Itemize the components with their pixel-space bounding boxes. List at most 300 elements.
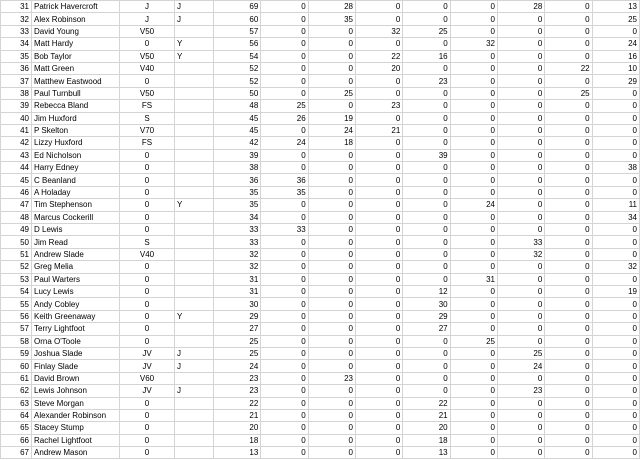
race4-cell[interactable]: 0 [403,236,450,248]
race7-cell[interactable]: 0 [545,25,592,37]
race8-cell[interactable]: 34 [592,211,639,223]
total-cell[interactable]: 54 [214,50,261,62]
position-cell[interactable]: 53 [1,273,32,285]
category-cell[interactable]: V70 [120,124,175,136]
race6-cell[interactable]: 0 [497,224,544,236]
name-cell[interactable]: Andrew Slade [32,248,120,260]
position-cell[interactable]: 36 [1,62,32,74]
race1-cell[interactable]: 0 [261,360,308,372]
race7-cell[interactable]: 0 [545,434,592,446]
race4-cell[interactable]: 22 [403,397,450,409]
position-cell[interactable]: 59 [1,347,32,359]
race8-cell[interactable]: 29 [592,75,639,87]
race5-cell[interactable]: 0 [450,1,497,13]
total-cell[interactable]: 33 [214,224,261,236]
race3-cell[interactable]: 0 [355,323,402,335]
race8-cell[interactable]: 24 [592,38,639,50]
total-cell[interactable]: 33 [214,236,261,248]
race1-cell[interactable]: 0 [261,87,308,99]
race3-cell[interactable]: 0 [355,273,402,285]
total-cell[interactable]: 52 [214,62,261,74]
race6-cell[interactable]: 0 [497,211,544,223]
total-cell[interactable]: 32 [214,248,261,260]
flag-cell[interactable]: J [175,1,214,13]
race7-cell[interactable]: 0 [545,1,592,13]
race5-cell[interactable]: 0 [450,434,497,446]
race8-cell[interactable]: 25 [592,13,639,25]
race6-cell[interactable]: 0 [497,298,544,310]
race1-cell[interactable]: 0 [261,434,308,446]
category-cell[interactable]: V50 [120,50,175,62]
position-cell[interactable]: 43 [1,149,32,161]
flag-cell[interactable]: Y [175,310,214,322]
name-cell[interactable]: Matthew Eastwood [32,75,120,87]
race6-cell[interactable]: 0 [497,285,544,297]
race8-cell[interactable]: 16 [592,50,639,62]
race7-cell[interactable]: 0 [545,261,592,273]
race2-cell[interactable]: 0 [308,25,355,37]
race4-cell[interactable]: 0 [403,186,450,198]
race7-cell[interactable]: 0 [545,372,592,384]
flag-cell[interactable]: Y [175,199,214,211]
race1-cell[interactable]: 0 [261,372,308,384]
category-cell[interactable]: 0 [120,310,175,322]
race4-cell[interactable]: 0 [403,211,450,223]
position-cell[interactable]: 58 [1,335,32,347]
race4-cell[interactable]: 0 [403,87,450,99]
race7-cell[interactable]: 0 [545,174,592,186]
flag-cell[interactable] [175,174,214,186]
position-cell[interactable]: 41 [1,124,32,136]
race7-cell[interactable]: 0 [545,310,592,322]
race8-cell[interactable]: 0 [592,87,639,99]
race3-cell[interactable]: 0 [355,298,402,310]
total-cell[interactable]: 24 [214,360,261,372]
total-cell[interactable]: 13 [214,447,261,459]
name-cell[interactable]: A Holaday [32,186,120,198]
race7-cell[interactable]: 0 [545,298,592,310]
race7-cell[interactable]: 0 [545,211,592,223]
race2-cell[interactable]: 0 [308,62,355,74]
race6-cell[interactable]: 0 [497,273,544,285]
position-cell[interactable]: 33 [1,25,32,37]
race8-cell[interactable]: 0 [592,447,639,459]
position-cell[interactable]: 64 [1,409,32,421]
flag-cell[interactable] [175,236,214,248]
position-cell[interactable]: 45 [1,174,32,186]
race7-cell[interactable]: 0 [545,347,592,359]
race5-cell[interactable]: 0 [450,100,497,112]
race2-cell[interactable]: 0 [308,273,355,285]
race4-cell[interactable]: 0 [403,199,450,211]
total-cell[interactable]: 38 [214,162,261,174]
race2-cell[interactable]: 0 [308,335,355,347]
total-cell[interactable]: 57 [214,25,261,37]
position-cell[interactable]: 42 [1,137,32,149]
position-cell[interactable]: 66 [1,434,32,446]
race5-cell[interactable]: 0 [450,422,497,434]
race5-cell[interactable]: 0 [450,112,497,124]
position-cell[interactable]: 31 [1,1,32,13]
race4-cell[interactable]: 0 [403,13,450,25]
race1-cell[interactable]: 35 [261,186,308,198]
total-cell[interactable]: 35 [214,199,261,211]
flag-cell[interactable] [175,137,214,149]
race3-cell[interactable]: 0 [355,447,402,459]
name-cell[interactable]: Steve Morgan [32,397,120,409]
race5-cell[interactable]: 0 [450,372,497,384]
race3-cell[interactable]: 0 [355,38,402,50]
race1-cell[interactable]: 0 [261,199,308,211]
race4-cell[interactable]: 0 [403,347,450,359]
race1-cell[interactable]: 0 [261,75,308,87]
race1-cell[interactable]: 26 [261,112,308,124]
total-cell[interactable]: 50 [214,87,261,99]
flag-cell[interactable] [175,124,214,136]
race2-cell[interactable]: 0 [308,261,355,273]
race8-cell[interactable]: 0 [592,422,639,434]
race5-cell[interactable]: 0 [450,13,497,25]
race2-cell[interactable]: 0 [308,236,355,248]
category-cell[interactable]: FS [120,137,175,149]
flag-cell[interactable] [175,422,214,434]
race8-cell[interactable]: 0 [592,372,639,384]
race2-cell[interactable]: 0 [308,422,355,434]
race4-cell[interactable]: 12 [403,285,450,297]
race5-cell[interactable]: 0 [450,298,497,310]
race2-cell[interactable]: 0 [308,186,355,198]
name-cell[interactable]: Jim Huxford [32,112,120,124]
flag-cell[interactable]: Y [175,50,214,62]
race7-cell[interactable]: 0 [545,149,592,161]
race4-cell[interactable]: 21 [403,409,450,421]
total-cell[interactable]: 69 [214,1,261,13]
total-cell[interactable]: 56 [214,38,261,50]
race4-cell[interactable]: 0 [403,273,450,285]
position-cell[interactable]: 50 [1,236,32,248]
name-cell[interactable]: Alexander Robinson [32,409,120,421]
race1-cell[interactable]: 0 [261,285,308,297]
category-cell[interactable]: V60 [120,372,175,384]
race8-cell[interactable]: 0 [592,335,639,347]
category-cell[interactable]: 0 [120,261,175,273]
race6-cell[interactable]: 0 [497,149,544,161]
position-cell[interactable]: 63 [1,397,32,409]
flag-cell[interactable] [175,186,214,198]
flag-cell[interactable] [175,285,214,297]
race7-cell[interactable]: 0 [545,199,592,211]
race8-cell[interactable]: 0 [592,124,639,136]
race4-cell[interactable]: 0 [403,372,450,384]
name-cell[interactable]: Joshua Slade [32,347,120,359]
position-cell[interactable]: 57 [1,323,32,335]
race5-cell[interactable]: 0 [450,323,497,335]
race4-cell[interactable]: 18 [403,434,450,446]
total-cell[interactable]: 42 [214,137,261,149]
race7-cell[interactable]: 0 [545,397,592,409]
race6-cell[interactable]: 0 [497,137,544,149]
race4-cell[interactable]: 0 [403,174,450,186]
race3-cell[interactable]: 0 [355,347,402,359]
race4-cell[interactable]: 0 [403,124,450,136]
race3-cell[interactable]: 0 [355,1,402,13]
race3-cell[interactable]: 0 [355,385,402,397]
race6-cell[interactable]: 0 [497,13,544,25]
race2-cell[interactable]: 25 [308,87,355,99]
race5-cell[interactable]: 31 [450,273,497,285]
race2-cell[interactable]: 0 [308,347,355,359]
name-cell[interactable]: Orna O'Toole [32,335,120,347]
race5-cell[interactable]: 0 [450,224,497,236]
race5-cell[interactable]: 0 [450,137,497,149]
race7-cell[interactable]: 0 [545,137,592,149]
category-cell[interactable]: 0 [120,273,175,285]
position-cell[interactable]: 46 [1,186,32,198]
race6-cell[interactable]: 0 [497,434,544,446]
race3-cell[interactable]: 0 [355,13,402,25]
position-cell[interactable]: 48 [1,211,32,223]
flag-cell[interactable]: J [175,13,214,25]
race2-cell[interactable]: 23 [308,372,355,384]
race8-cell[interactable]: 0 [592,25,639,37]
category-cell[interactable]: 0 [120,434,175,446]
race4-cell[interactable]: 30 [403,298,450,310]
race2-cell[interactable]: 28 [308,1,355,13]
race2-cell[interactable]: 24 [308,124,355,136]
race2-cell[interactable]: 0 [308,75,355,87]
race6-cell[interactable]: 0 [497,174,544,186]
race6-cell[interactable]: 0 [497,62,544,74]
race2-cell[interactable]: 0 [308,323,355,335]
position-cell[interactable]: 49 [1,224,32,236]
race3-cell[interactable]: 0 [355,112,402,124]
race1-cell[interactable]: 24 [261,137,308,149]
race5-cell[interactable]: 0 [450,149,497,161]
race2-cell[interactable]: 0 [308,224,355,236]
race2-cell[interactable]: 0 [308,50,355,62]
name-cell[interactable]: Lizzy Huxford [32,137,120,149]
flag-cell[interactable] [175,397,214,409]
total-cell[interactable]: 23 [214,385,261,397]
race1-cell[interactable]: 0 [261,298,308,310]
category-cell[interactable]: JV [120,385,175,397]
race8-cell[interactable]: 0 [592,347,639,359]
category-cell[interactable]: S [120,112,175,124]
race1-cell[interactable]: 0 [261,62,308,74]
flag-cell[interactable] [175,447,214,459]
category-cell[interactable]: 0 [120,199,175,211]
race4-cell[interactable]: 0 [403,112,450,124]
race8-cell[interactable]: 0 [592,273,639,285]
race6-cell[interactable]: 0 [497,25,544,37]
race3-cell[interactable]: 0 [355,248,402,260]
flag-cell[interactable] [175,112,214,124]
race1-cell[interactable]: 0 [261,162,308,174]
race3-cell[interactable]: 0 [355,174,402,186]
name-cell[interactable]: Marcus Cockerill [32,211,120,223]
category-cell[interactable]: 0 [120,285,175,297]
flag-cell[interactable]: Y [175,38,214,50]
name-cell[interactable]: Lucy Lewis [32,285,120,297]
race8-cell[interactable]: 0 [592,323,639,335]
race1-cell[interactable]: 0 [261,13,308,25]
race3-cell[interactable]: 0 [355,137,402,149]
race5-cell[interactable]: 0 [450,447,497,459]
name-cell[interactable]: Stacey Stump [32,422,120,434]
total-cell[interactable]: 25 [214,335,261,347]
category-cell[interactable]: 0 [120,323,175,335]
flag-cell[interactable] [175,323,214,335]
race5-cell[interactable]: 0 [450,347,497,359]
race4-cell[interactable]: 0 [403,38,450,50]
race2-cell[interactable]: 0 [308,298,355,310]
race7-cell[interactable]: 0 [545,162,592,174]
flag-cell[interactable]: J [175,385,214,397]
total-cell[interactable]: 52 [214,75,261,87]
race1-cell[interactable]: 0 [261,347,308,359]
category-cell[interactable]: V50 [120,87,175,99]
race7-cell[interactable]: 0 [545,13,592,25]
race8-cell[interactable]: 0 [592,434,639,446]
position-cell[interactable]: 35 [1,50,32,62]
category-cell[interactable]: 0 [120,162,175,174]
race7-cell[interactable]: 0 [545,360,592,372]
race6-cell[interactable]: 33 [497,236,544,248]
race2-cell[interactable]: 0 [308,162,355,174]
race1-cell[interactable]: 0 [261,50,308,62]
race5-cell[interactable]: 0 [450,50,497,62]
race3-cell[interactable]: 0 [355,186,402,198]
race3-cell[interactable]: 0 [355,261,402,273]
flag-cell[interactable] [175,372,214,384]
race4-cell[interactable]: 0 [403,335,450,347]
flag-cell[interactable] [175,162,214,174]
race8-cell[interactable]: 19 [592,285,639,297]
race5-cell[interactable]: 0 [450,25,497,37]
race3-cell[interactable]: 32 [355,25,402,37]
total-cell[interactable]: 39 [214,149,261,161]
flag-cell[interactable] [175,261,214,273]
position-cell[interactable]: 38 [1,87,32,99]
race1-cell[interactable]: 33 [261,224,308,236]
position-cell[interactable]: 61 [1,372,32,384]
race6-cell[interactable]: 0 [497,112,544,124]
race5-cell[interactable]: 0 [450,385,497,397]
position-cell[interactable]: 62 [1,385,32,397]
race4-cell[interactable]: 0 [403,248,450,260]
position-cell[interactable]: 65 [1,422,32,434]
race1-cell[interactable]: 0 [261,124,308,136]
race8-cell[interactable]: 0 [592,248,639,260]
race4-cell[interactable]: 13 [403,447,450,459]
total-cell[interactable]: 35 [214,186,261,198]
race1-cell[interactable]: 0 [261,38,308,50]
race8-cell[interactable]: 0 [592,360,639,372]
position-cell[interactable]: 55 [1,298,32,310]
race1-cell[interactable]: 0 [261,447,308,459]
race6-cell[interactable]: 0 [497,124,544,136]
race6-cell[interactable]: 0 [497,397,544,409]
name-cell[interactable]: Bob Taylor [32,50,120,62]
race5-cell[interactable]: 0 [450,236,497,248]
race3-cell[interactable]: 0 [355,75,402,87]
total-cell[interactable]: 30 [214,298,261,310]
category-cell[interactable]: 0 [120,75,175,87]
race4-cell[interactable]: 0 [403,62,450,74]
race5-cell[interactable]: 0 [450,360,497,372]
race4-cell[interactable]: 0 [403,385,450,397]
race3-cell[interactable]: 0 [355,236,402,248]
total-cell[interactable]: 45 [214,112,261,124]
race3-cell[interactable]: 22 [355,50,402,62]
flag-cell[interactable] [175,75,214,87]
flag-cell[interactable] [175,273,214,285]
name-cell[interactable]: Paul Turnbull [32,87,120,99]
position-cell[interactable]: 54 [1,285,32,297]
race6-cell[interactable]: 0 [497,199,544,211]
race3-cell[interactable]: 0 [355,199,402,211]
race8-cell[interactable]: 0 [592,385,639,397]
position-cell[interactable]: 40 [1,112,32,124]
position-cell[interactable]: 60 [1,360,32,372]
position-cell[interactable]: 51 [1,248,32,260]
race4-cell[interactable]: 23 [403,75,450,87]
race5-cell[interactable]: 0 [450,409,497,421]
race7-cell[interactable]: 0 [545,447,592,459]
race5-cell[interactable]: 0 [450,87,497,99]
position-cell[interactable]: 47 [1,199,32,211]
position-cell[interactable]: 56 [1,310,32,322]
race4-cell[interactable]: 16 [403,50,450,62]
race2-cell[interactable]: 0 [308,447,355,459]
category-cell[interactable]: V40 [120,62,175,74]
race2-cell[interactable]: 0 [308,409,355,421]
total-cell[interactable]: 29 [214,310,261,322]
category-cell[interactable]: 0 [120,149,175,161]
race2-cell[interactable]: 35 [308,13,355,25]
race2-cell[interactable]: 0 [308,397,355,409]
race8-cell[interactable]: 0 [592,186,639,198]
race6-cell[interactable]: 0 [497,447,544,459]
total-cell[interactable]: 22 [214,397,261,409]
race7-cell[interactable]: 25 [545,87,592,99]
flag-cell[interactable] [175,434,214,446]
name-cell[interactable]: Andy Cobley [32,298,120,310]
race6-cell[interactable]: 24 [497,360,544,372]
race7-cell[interactable]: 0 [545,273,592,285]
total-cell[interactable]: 48 [214,100,261,112]
race2-cell[interactable]: 0 [308,211,355,223]
flag-cell[interactable] [175,87,214,99]
race7-cell[interactable]: 0 [545,385,592,397]
race6-cell[interactable]: 0 [497,186,544,198]
race1-cell[interactable]: 0 [261,25,308,37]
total-cell[interactable]: 31 [214,285,261,297]
race1-cell[interactable]: 0 [261,385,308,397]
total-cell[interactable]: 23 [214,372,261,384]
name-cell[interactable]: Andrew Mason [32,447,120,459]
race8-cell[interactable]: 0 [592,149,639,161]
race7-cell[interactable]: 0 [545,50,592,62]
race7-cell[interactable]: 0 [545,236,592,248]
race3-cell[interactable]: 0 [355,285,402,297]
race8-cell[interactable]: 11 [592,199,639,211]
name-cell[interactable]: Keith Greenaway [32,310,120,322]
name-cell[interactable]: Terry Lightfoot [32,323,120,335]
race1-cell[interactable]: 0 [261,397,308,409]
race7-cell[interactable]: 0 [545,248,592,260]
category-cell[interactable]: J [120,13,175,25]
